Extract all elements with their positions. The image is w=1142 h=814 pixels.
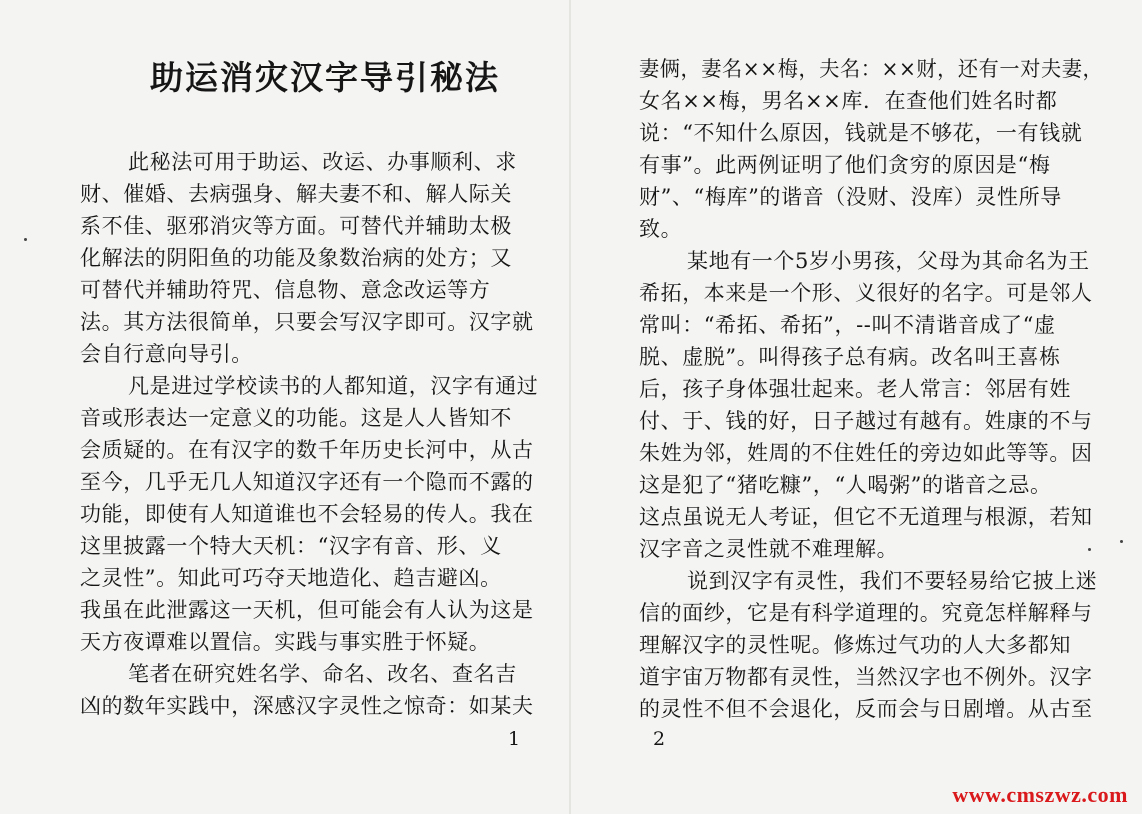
text-line: 系不佳、驱邪消灾等方面。可替代并辅助太极 — [80, 214, 512, 238]
text-line: 希拓，本来是一个形、义很好的名字。可是邻人 — [639, 281, 1093, 305]
text-line: 道宇宙万物都有灵性，当然汉字也不例外。汉字 — [639, 665, 1093, 689]
right-page — [571, 0, 1142, 814]
scan-speck — [1120, 540, 1123, 543]
text-line: 我虽在此泄露这一天机，但可能会有人认为这是 — [80, 598, 534, 622]
text-line: 功能，即使有人知道谁也不会轻易的传人。我在 — [80, 502, 534, 526]
text-line: 可替代并辅助符咒、信息物、意念改运等方 — [80, 278, 491, 302]
text-line: 财、催婚、去病强身、解夫妻不和、解人际关 — [80, 182, 512, 206]
scan-speck — [1088, 548, 1091, 551]
text-line: 天方夜谭难以置信。实践与事实胜于怀疑。 — [80, 630, 491, 654]
text-line: 常叫：“希拓、希拓”，--叫不清谐音成了“虚 — [639, 313, 1056, 337]
text-line: 这点虽说无人考证，但它不无道理与根源，若知 — [639, 505, 1093, 529]
scan-speck — [24, 238, 27, 241]
text-line: 女名××梅，男名××库．在查他们姓名时都 — [639, 89, 1058, 113]
text-line: 法。其方法很简单，只要会写汉字即可。汉字就 — [80, 310, 534, 334]
text-line: 化解法的阴阳鱼的功能及象数治病的处方；又 — [80, 246, 512, 270]
text-line: 的灵性不但不会退化，反而会与日剧增。从古至 — [639, 697, 1093, 721]
text-line: 会自行意向导引。 — [80, 342, 253, 366]
text-line: 至今，几乎无几人知道汉字还有一个隐而不露的 — [80, 470, 534, 494]
page-number: 1 — [508, 728, 521, 750]
text-line: 会质疑的。在有汉字的数千年历史长河中，从古 — [80, 438, 534, 462]
text-line: 凡是进过学校读书的人都知道，汉字有通过 — [128, 374, 539, 398]
page-number: 2 — [653, 728, 666, 750]
text-line: 信的面纱，它是有科学道理的。究竟怎样解释与 — [639, 601, 1093, 625]
text-line: 此秘法可用于助运、改运、办事顺利、求 — [128, 150, 517, 174]
text-line: 理解汉字的灵性呢。修炼过气功的人大多都知 — [639, 633, 1071, 657]
text-line: 朱姓为邻，姓周的不住姓任的旁边如此等等。因 — [639, 441, 1093, 465]
page-title: 助运消灾汉字导引秘法 — [150, 58, 500, 97]
text-line: 这里披露一个特大天机：“汉字有音、形、义 — [80, 534, 502, 558]
text-line: 音或形表达一定意义的功能。这是人人皆知不 — [80, 406, 512, 430]
text-line: 说：“不知什么原因，钱就是不够花，一有钱就 — [639, 121, 1083, 145]
text-line: 后，孩子身体强壮起来。老人常言：邻居有姓 — [639, 377, 1071, 401]
text-line: 有事”。此两例证明了他们贪穷的原因是“梅 — [639, 153, 1051, 177]
text-line: 致。 — [639, 217, 683, 241]
text-line: 之灵性”。知此可巧夺天地造化、趋吉避凶。 — [80, 566, 502, 590]
text-line: 财”、“梅库”的谐音（没财、没库）灵性所导 — [639, 185, 1062, 209]
text-line: 脱、虚脱”。叫得孩子总有病。改名叫王喜栋 — [639, 345, 1061, 369]
text-line: 说到汉字有灵性，我们不要轻易给它披上迷 — [687, 569, 1098, 593]
text-line: 这是犯了“猪吃糠”，“人喝粥”的谐音之忌。 — [639, 473, 1052, 497]
text-line: 汉字音之灵性就不难理解。 — [639, 537, 899, 561]
text-line: 凶的数年实践中，深感汉字灵性之惊奇：如某夫 — [80, 694, 534, 718]
text-line: 笔者在研究姓名学、命名、改名、查名吉 — [128, 662, 517, 686]
text-line: 妻俩，妻名××梅，夫名：××财，还有一对夫妻， — [639, 57, 1104, 81]
watermark-url: www.cmszwz.com — [952, 782, 1128, 807]
text-line: 某地有一个5岁小男孩，父母为其命名为王 — [687, 249, 1090, 273]
text-line: 付、于、钱的好，日子越过有越有。姓康的不与 — [639, 409, 1093, 433]
